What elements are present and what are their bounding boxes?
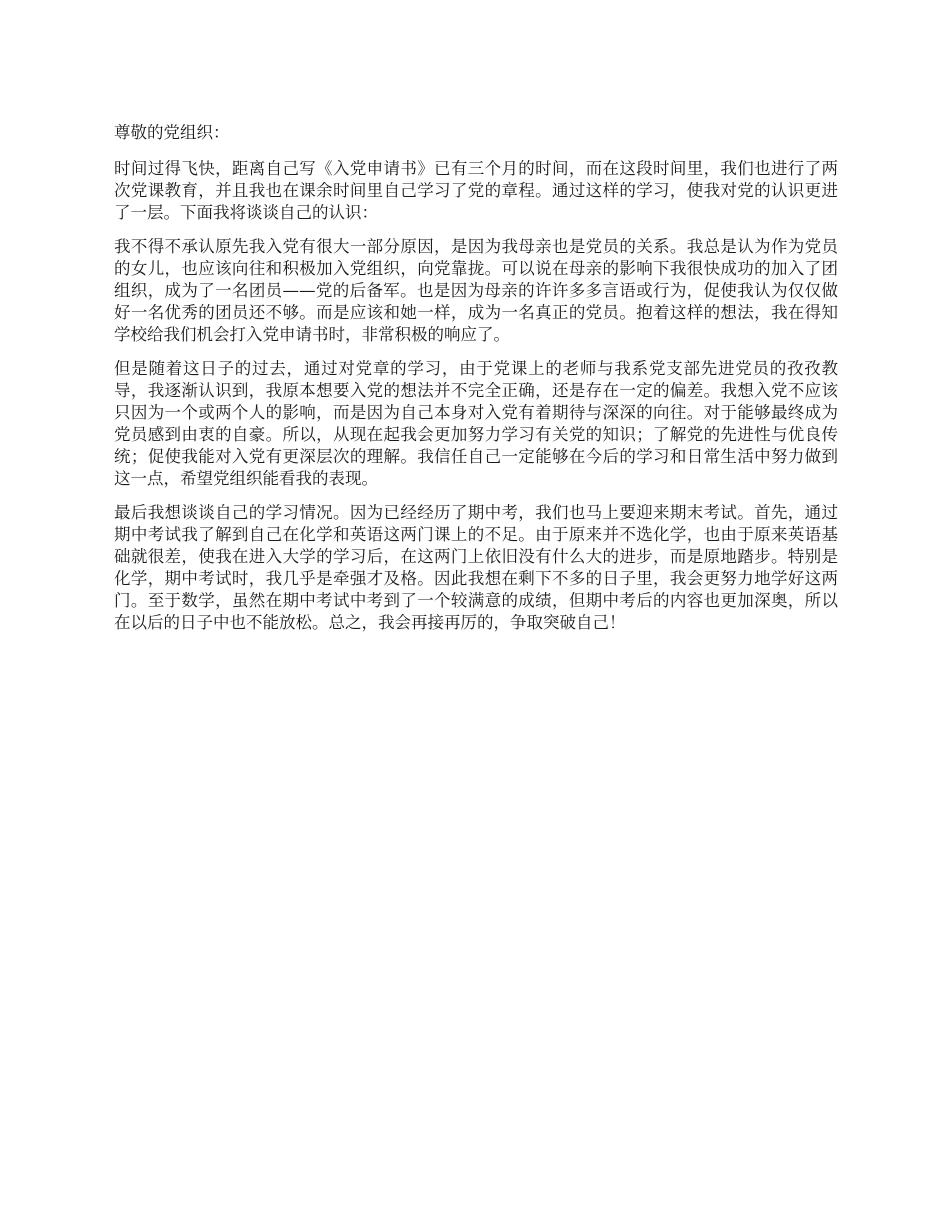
document-page bbox=[114, 122, 838, 646]
paragraph-reflection-intro: 时间过得飞快，距离自己写《入党申请书》已有三个月的时间，而在这段时间里，我们也进行了两次党课教育，并且我也在课余时间里自己学习了党的章程。通过这样的学习，使我对党的认识更进了一层。下面我将谈谈自己的认识： bbox=[114, 159, 838, 222]
salutation: 尊敬的党组织： bbox=[114, 123, 230, 142]
paragraph-new-understanding: 但是随着这日子的过去，通过对党章的学习，由于党课上的老师与我系党支部先进党员的孜孜教导，我逐渐认识到，我原本想要入党的想法并不完全正确，还是存在一定的偏差。我想入党不应该只因为一个或两个人的影响，而是因为自己本身对入党有着期待与深深的向往。对于能够最终成为党员感到由衷的自豪。所以，从现在起我会更加努力学习有关党的知识；了解党的先进性与优良传统；促使我能对入党有更深层次的理解。我信任自己一定能够在今后的学习和日常生活中努力做到这一点，希望党组织能看我的表现。 bbox=[114, 359, 838, 488]
paragraph-original-motivation: 我不得不承认原先我入党有很大一部分原因，是因为我母亲也是党员的关系。我总是认为作为党员的女儿，也应该向往和积极加入党组织，向党靠拢。可以说在母亲的影响下我很快成功的加入了团组织，成为了一名团员——党的后备军。也是因为母亲的许许多多言语或行为，促使我认为仅仅做好一名优秀的团员还不够。而是应该和她一样，成为一名真正的党员。抱着这样的想法，我在得知学校给我们机会打入党申请书时，非常积极的响应了。 bbox=[114, 237, 838, 344]
paragraph-study-situation: 最后我想谈谈自己的学习情况。因为已经经历了期中考，我们也马上要迎来期末考试。首先，通过期中考试我了解到自己在化学和英语这两门课上的不足。由于原来并不选化学，也由于原来英语基础就很差，使我在进入大学的学习后，在这两门上依旧没有什么大的进步，而是原地踏步。特别是化学，期中考试时，我几乎是牵强才及格。因此我想在剩下不多的日子里，我会更努力地学好这两门。至于数学，虽然在期中考试中考到了一个较满意的成绩，但期中考后的内容也更加深奥，所以在以后的日子中也不能放松。总之，我会再接再厉的，争取突破自己！ bbox=[114, 503, 838, 632]
